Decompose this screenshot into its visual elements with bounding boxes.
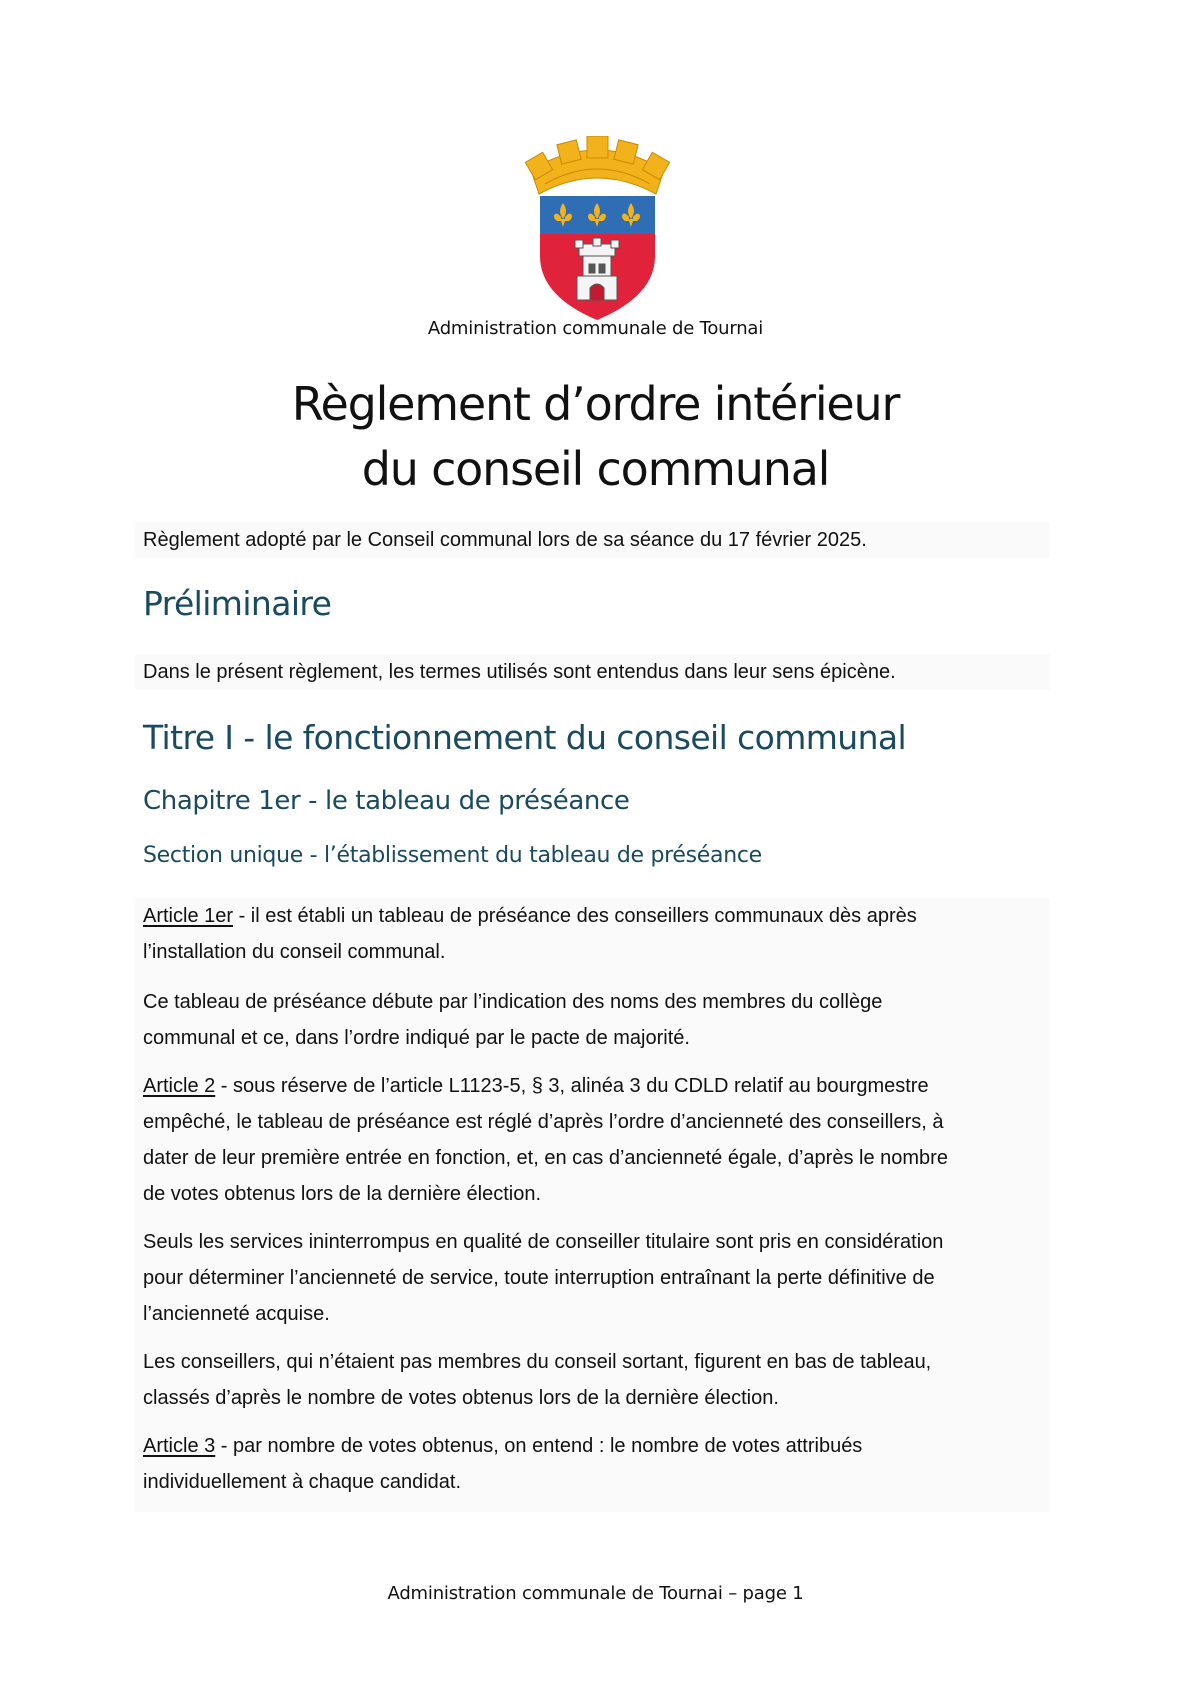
ce-tableau-line-1: Ce tableau de préséance débute par l’indication des noms des membres du collège [143, 991, 883, 1013]
article-2-label: Article 2 [143, 1075, 216, 1097]
title-line-2: du conseil communal [361, 442, 830, 496]
document-title [0, 372, 1191, 502]
les-conseillers-line-2: classés d’après le nombre de votes obtenus lors de la dernière élection. [143, 1387, 779, 1409]
articles-block [135, 898, 1050, 1512]
article-3-line-2: individuellement à chaque candidat. [143, 1471, 461, 1493]
seuls-line-3: l’ancienneté acquise. [143, 1303, 330, 1325]
heading-preliminaire: Préliminaire [143, 584, 332, 623]
article-2-line-4: de votes obtenus lors de la dernière élection. [143, 1183, 542, 1205]
coat-of-arms-logo [525, 136, 670, 322]
article-1-line-1 [143, 898, 1050, 934]
page-footer: Administration communale de Tournai – page 1 [387, 1583, 804, 1604]
organization-name: Administration communale de Tournai [427, 318, 764, 339]
adoption-text: Règlement adopté par le Conseil communal lors de sa séance du 17 février 2025. [143, 529, 867, 551]
ce-tableau-line-2: communal et ce, dans l’ordre indiqué par le pacte de majorité. [143, 1027, 690, 1049]
article-2-line-1 [143, 1068, 1050, 1104]
title-line-1: Règlement d’ordre intérieur [291, 377, 900, 431]
crest-icon [525, 136, 670, 322]
article-1-text: - il est établi un tableau de préséance des conseillers communaux dès après [233, 905, 917, 927]
article-2-line-3: dater de leur première entrée en fonction, et, en cas d’ancienneté égale, d’après le nombre [143, 1147, 948, 1169]
mural-crown [525, 136, 669, 194]
article-1-label: Article 1er [143, 905, 234, 927]
seuls-line-2: pour déterminer l’ancienneté de service, toute interruption entraînant la perte définitive de [143, 1267, 935, 1289]
heading-titre-1: Titre I - le fonctionnement du conseil communal [143, 718, 907, 757]
article-2-line-2: empêché, le tableau de préséance est réglé d’après l’ordre d’ancienneté des conseillers, à [143, 1111, 944, 1133]
article-3-line-1 [143, 1428, 1050, 1464]
heading-chapitre-1: Chapitre 1er - le tableau de préséance [143, 786, 630, 816]
heading-section-unique: Section unique - l’établissement du tableau de préséance [143, 843, 762, 868]
les-conseillers-line-1: Les conseillers, qui n’étaient pas membres du conseil sortant, figurent en bas de tableau, [143, 1351, 932, 1373]
article-2-text: - sous réserve de l’article L1123-5, § 3, alinéa 3 du CDLD relatif au bourgmestre [215, 1075, 929, 1097]
article-1-line-2: l’installation du conseil communal. [143, 941, 446, 963]
article-3-label: Article 3 [143, 1435, 216, 1457]
preliminaire-paragraph [135, 654, 1050, 690]
seuls-line-1: Seuls les services ininterrompus en qualité de conseiller titulaire sont pris en considération [143, 1231, 944, 1253]
adoption-paragraph [135, 522, 1050, 558]
preliminaire-text: Dans le présent règlement, les termes utilisés sont entendus dans leur sens épicène. [143, 661, 896, 683]
article-3-text: - par nombre de votes obtenus, on entend : le nombre de votes attribués [215, 1435, 863, 1457]
